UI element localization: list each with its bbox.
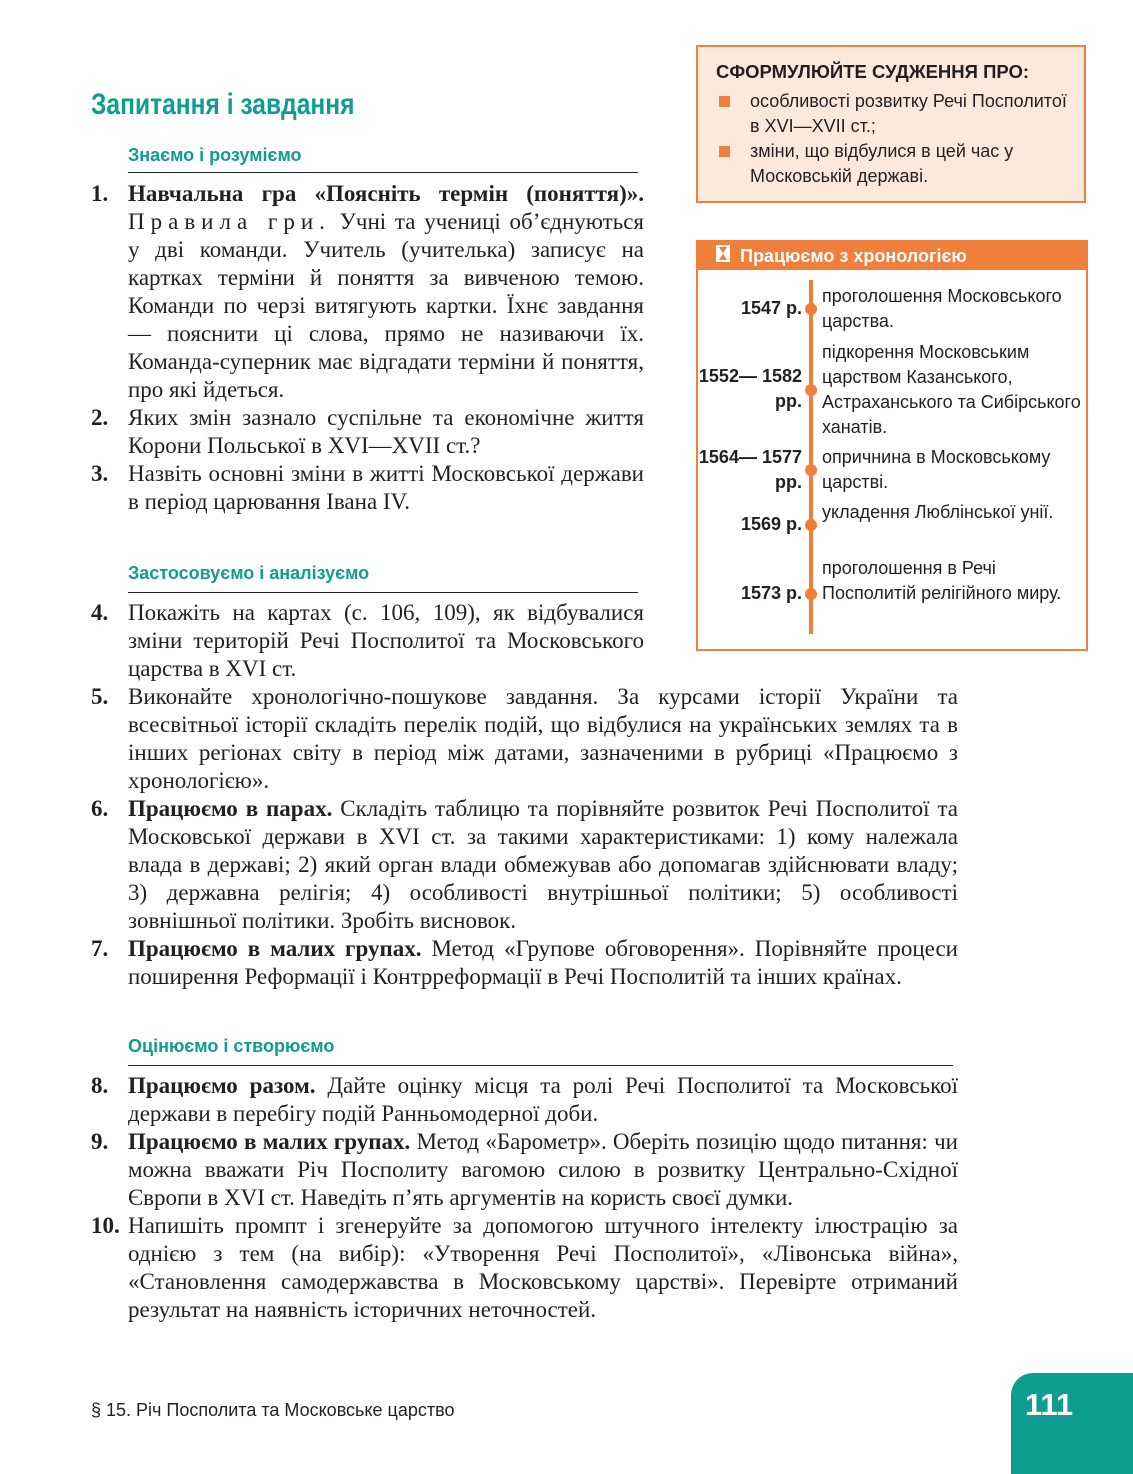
event-text: укладення Люблінської унії. bbox=[822, 502, 1054, 522]
question-7 bbox=[91, 935, 958, 991]
section-rule bbox=[128, 172, 638, 173]
section-rule bbox=[128, 592, 638, 593]
question-list-evaluate bbox=[91, 1072, 958, 1324]
question-text: Напишіть промпт і згенеруйте за допомогою штучного інтелекту ілюстрацію за однією з тем (на вибір): «Утворення Речі Посполитої», «Лівонська війна», «Становлення самодержавства в Московському царстві». Перевірте отриманий результат на наявність історичних неточностей. bbox=[128, 1213, 958, 1322]
question-lead: Навчальна гра «Поясніть термін (поняття)». bbox=[128, 181, 644, 206]
question-9 bbox=[91, 1128, 958, 1212]
square-bullet-icon bbox=[719, 146, 730, 157]
hourglass-icon bbox=[716, 242, 730, 270]
judgement-item bbox=[716, 139, 1068, 189]
question-list-apply-narrow bbox=[91, 599, 644, 683]
timeline-dot-icon bbox=[805, 384, 817, 396]
question-6 bbox=[91, 795, 958, 935]
question-3 bbox=[91, 460, 644, 516]
question-lead: Працюємо в малих групах. bbox=[128, 1129, 411, 1154]
question-number: 9. bbox=[91, 1129, 109, 1154]
question-8 bbox=[91, 1072, 958, 1128]
event-date: 1564— 1577 рр. bbox=[698, 447, 802, 492]
timeline-dot-icon bbox=[805, 519, 817, 531]
judgement-item-text: зміни, що відбулися в цей час у Московській державі. bbox=[750, 141, 1014, 186]
question-4 bbox=[91, 599, 644, 683]
chapter-footer: § 15. Річ Посполита та Московське царство bbox=[91, 1400, 455, 1420]
question-number: 5. bbox=[91, 684, 109, 709]
judgement-box bbox=[696, 45, 1086, 203]
section-heading-know: Знаємо і розуміємо bbox=[128, 145, 302, 165]
question-list-apply-wide bbox=[91, 683, 958, 991]
question-lead: Працюємо разом. bbox=[128, 1073, 316, 1098]
page-title: Запитання і завдання bbox=[91, 88, 355, 121]
question-text: Назвіть основні зміни в житті Московської держави в період царювання Івана IV. bbox=[128, 461, 644, 514]
timeline-dot-icon bbox=[805, 588, 817, 600]
rules-label: Правила гри. bbox=[128, 209, 331, 234]
question-number: 8. bbox=[91, 1073, 109, 1098]
timeline-line bbox=[809, 280, 813, 634]
question-text: Яких змін зазнало суспільне та економічне життя Корони Польської в XVI—XVII ст.? bbox=[128, 405, 644, 458]
question-number: 3. bbox=[91, 461, 109, 486]
question-text: Покажіть на картах (с. 106, 109), як відбувалися зміни територій Речі Посполитої та Московського царства в XVI ст. bbox=[128, 600, 644, 681]
question-number: 6. bbox=[91, 796, 109, 821]
page-number: 111 bbox=[1024, 1387, 1074, 1422]
question-lead: Працюємо в парах. bbox=[128, 796, 333, 821]
question-list-know bbox=[91, 180, 644, 516]
event-text: проголошення в Речі Посполитій релігійного миру. bbox=[822, 558, 1062, 603]
event-text: підкорення Московським царством Казанського, Астраханського та Сибірського ханатів. bbox=[822, 342, 1081, 437]
timeline-dot-icon bbox=[805, 303, 817, 315]
timeline-dot-icon bbox=[805, 464, 817, 476]
question-number: 10. bbox=[91, 1213, 120, 1238]
event-date: 1569 р. bbox=[740, 514, 802, 534]
question-text: Учні та учениці об’єднуються у дві команди. Учитель (учителька) записує на картках терміни й поняття за вивченою темою. Команди по черзі витягують картки. Їхнє завдання — пояснити ці слова, прямо не називаючи їх. Команда-суперник має відгадати терміни й поняття, про які йдеться. bbox=[128, 209, 644, 402]
square-bullet-icon bbox=[719, 96, 730, 107]
section-heading-evaluate: Оцінюємо і створюємо bbox=[128, 1036, 335, 1056]
question-2 bbox=[91, 404, 644, 460]
event-text: проголошення Московського царства. bbox=[822, 286, 1062, 331]
question-number: 1. bbox=[91, 181, 109, 206]
question-number: 4. bbox=[91, 600, 109, 625]
question-5 bbox=[91, 683, 958, 795]
question-number: 7. bbox=[91, 936, 109, 961]
question-10 bbox=[91, 1212, 958, 1324]
section-heading-apply: Застосовуємо і аналізуємо bbox=[128, 563, 370, 583]
section-rule bbox=[128, 1065, 953, 1066]
question-text: Виконайте хронологічно-пошукове завдання. За курсами історії України та всесвітньої історії складіть перелік подій, що відбулися на українських землях та в інших регіонах світу в період між датами, зазначеними в рубриці «Працюємо з хронологією». bbox=[128, 684, 958, 793]
page-number-tab bbox=[1011, 1373, 1133, 1474]
chronology-title: Працюємо з хронологією bbox=[740, 246, 967, 266]
question-1 bbox=[91, 180, 644, 404]
judgement-box-title: СФОРМУЛЮЙТЕ СУДЖЕННЯ ПРО: bbox=[716, 61, 1030, 82]
question-lead: Працюємо в малих групах. bbox=[128, 936, 422, 961]
question-text: Метод «Групове обговорення». Порівняйте процеси поширення Реформації і Контрреформації в Речі Посполитій та інших країнах. bbox=[128, 936, 958, 989]
chronology-header bbox=[698, 242, 1086, 270]
question-text: Дайте оцінку місця та ролі Речі Посполитої та Московської держави в перебігу подій Ранньомодерної доби. bbox=[128, 1073, 958, 1126]
event-date: 1547 р. bbox=[740, 298, 802, 318]
chronology-box bbox=[696, 240, 1088, 651]
event-date: 1573 р. bbox=[740, 583, 802, 603]
judgement-item-text: особливості розвитку Речі Посполитої в XVI—XVII ст.; bbox=[750, 91, 1067, 136]
question-number: 2. bbox=[91, 405, 109, 430]
event-text: опричнина в Московському царстві. bbox=[822, 447, 1051, 492]
question-text: Складіть таблицю та порівняйте розвиток Речі Посполитої та Московської держави в XVI ст. за такими характеристиками: 1) кому належала влада в державі; 2) який орган влади обмежував або допомагав здійснювати владу; 3) державна релігія; 4) особливості внутрішньої політики; 5) особливості зовнішньої політики. Зробіть висновок. bbox=[128, 796, 958, 933]
event-date: 1552— 1582 рр. bbox=[698, 366, 802, 411]
question-text: Метод «Барометр». Оберіть позицію щодо питання: чи можна вважати Річ Посполиту вагомою силою в розвитку Центрально-Східної Європи в XVI ст. Наведіть п’ять аргументів на користь своєї думки. bbox=[128, 1129, 958, 1210]
judgement-item bbox=[716, 89, 1068, 139]
